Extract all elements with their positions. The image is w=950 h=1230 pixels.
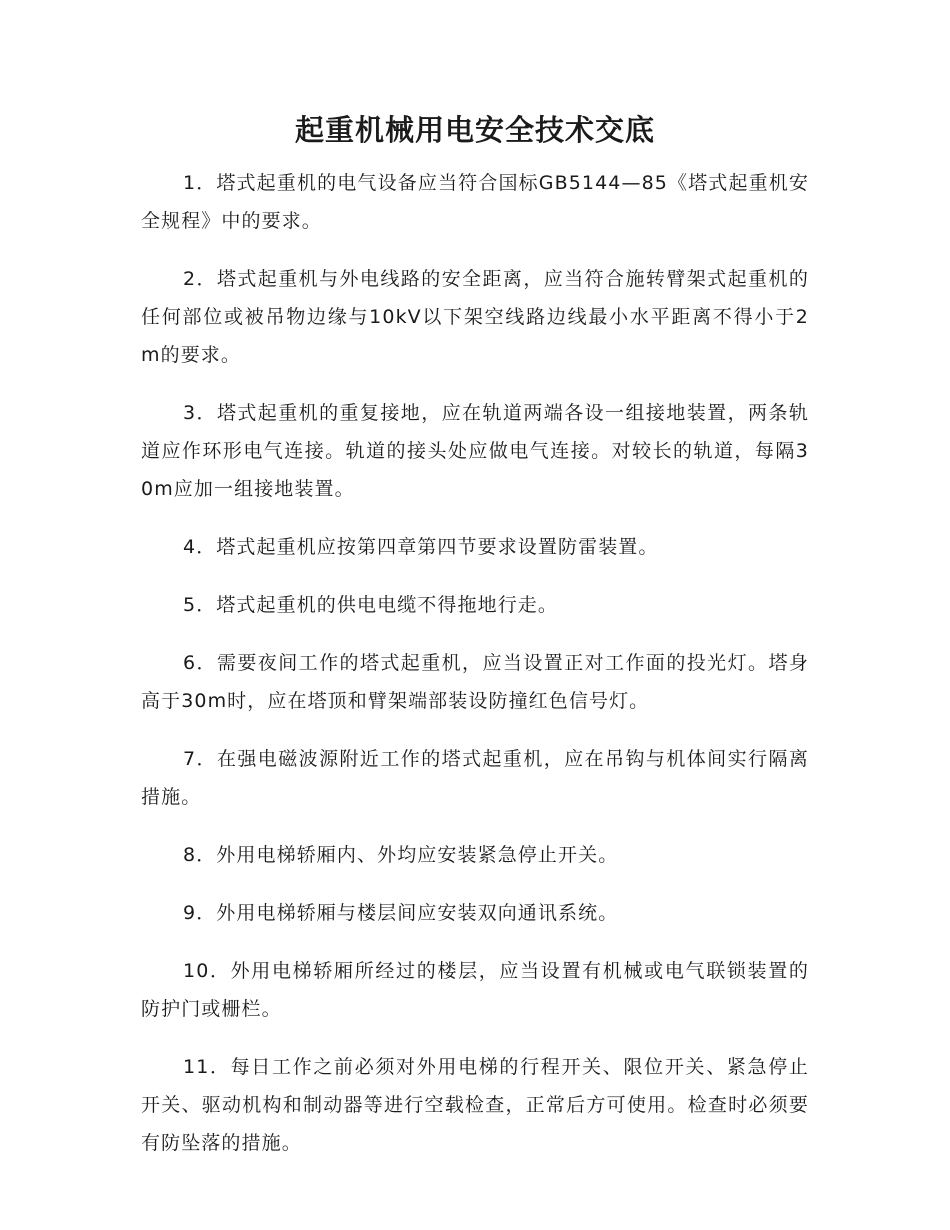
paragraph-3: 3．塔式起重机的重复接地，应在轨道两端各设一组接地装置，两条轨道应作环形电气连接。轨道的接头处应做电气连接。对较长的轨道，每隔30m应加一组接地装置。 — [141, 402, 809, 500]
paragraph-6: 6．需要夜间工作的塔式起重机，应当设置正对工作面的投光灯。塔身高于30m时，应在塔顶和臂架端部装设防撞红色信号灯。 — [141, 652, 809, 712]
paragraph-7: 7．在强电磁波源附近工作的塔式起重机，应在吊钩与机体间实行隔离措施。 — [141, 748, 809, 808]
paragraph-11: 11．每日工作之前必须对外用电梯的行程开关、限位开关、紧急停止开关、驱动机构和制动器等进行空载检查，正常后方可使用。检查时必须要有防坠落的措施。 — [141, 1056, 809, 1154]
paragraph-1: 1．塔式起重机的电气设备应当符合国标GB5144—85《塔式起重机安全规程》中的要求。 — [141, 172, 809, 232]
paragraph-2: 2．塔式起重机与外电线路的安全距离，应当符合施转臂架式起重机的任何部位或被吊物边缘与10kV以下架空线路边线最小水平距离不得小于2m的要求。 — [141, 268, 809, 366]
paragraph-5: 5．塔式起重机的供电电缆不得拖地行走。 — [183, 594, 558, 616]
paragraph-9: 9．外用电梯轿厢与楼层间应安装双向通讯系统。 — [183, 902, 619, 924]
paragraph-8: 8．外用电梯轿厢内、外均应安装紧急停止开关。 — [183, 844, 619, 866]
document-body — [141, 164, 809, 1182]
paragraph-4: 4．塔式起重机应按第四章第四节要求设置防雷装置。 — [183, 536, 659, 558]
document-title: 起重机械用电安全技术交底 — [294, 113, 655, 147]
paragraph-10: 10．外用电梯轿厢所经过的楼层，应当设置有机械或电气联锁装置的防护门或栅栏。 — [141, 960, 809, 1020]
